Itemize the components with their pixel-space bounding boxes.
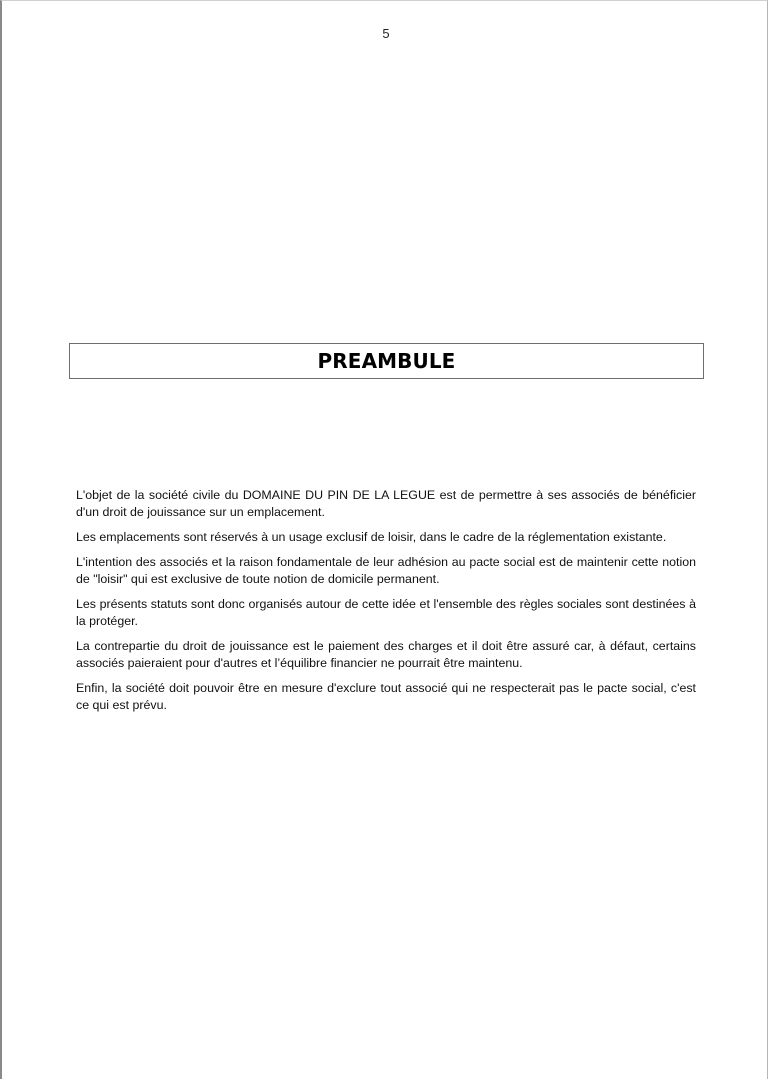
paragraph-intention: L'intention des associés et la raison fondamentale de leur adhésion au pacte social est de maintenir cette notion de "loisir" qui est exclusive de toute notion de domicile permanent. <box>76 555 696 586</box>
paragraph-statutes: Les présents statuts sont donc organisés autour de cette idée et l'ensemble des règles sociales sont destinées à la protéger. <box>76 597 696 628</box>
paragraph-purpose: L'objet de la société civile du DOMAINE DU PIN DE LA LEGUE est de permettre à ses associés de bénéficier d'un droit de jouissance sur un emplacement. <box>76 488 696 519</box>
preamble-body <box>76 487 696 722</box>
section-title: PREAMBULE <box>317 349 456 373</box>
paragraph-leisure-use: Les emplacements sont réservés à un usage exclusif de loisir, dans le cadre de la réglementation existante. <box>76 530 667 544</box>
section-title-box <box>69 343 704 379</box>
page-number: 5 <box>382 26 390 41</box>
paragraph-charges: La contrepartie du droit de jouissance est le paiement des charges et il doit être assuré car, à défaut, certains associés paieraient pour d'autres et l’équilibre financier ne pourrait être maintenu. <box>76 639 696 670</box>
paragraph-exclusion: Enfin, la société doit pouvoir être en mesure d'exclure tout associé qui ne respecterait pas le pacte social, c'est ce qui est prévu. <box>76 681 696 712</box>
